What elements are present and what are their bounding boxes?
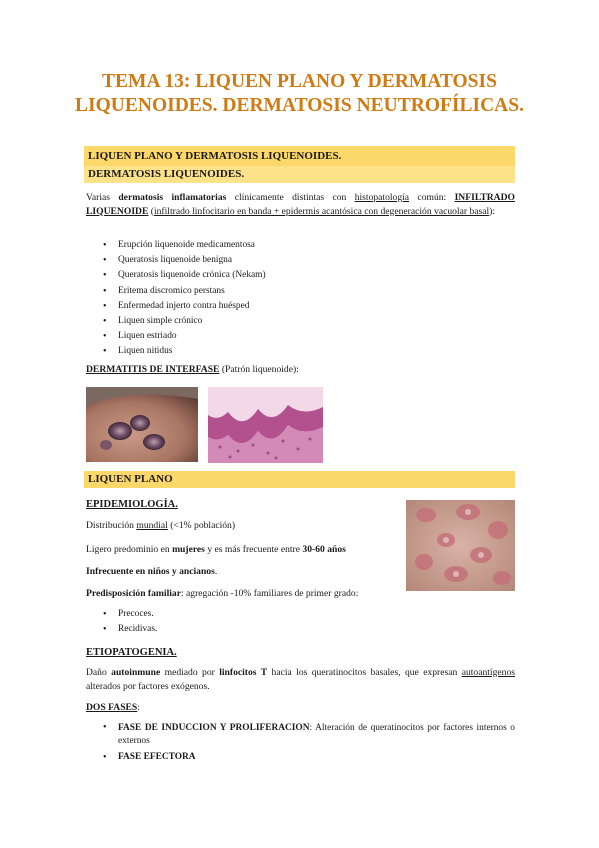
- histology-image: [208, 387, 323, 463]
- subsection-bar-dermatosis-liquenoides: DERMATOSIS LIQUENOIDES.: [84, 166, 515, 183]
- document-title: [60, 70, 539, 118]
- clinical-photo-lesions: [86, 387, 198, 462]
- predisposicion-line: Predisposición familiar: agregación -10% familiares de primer grado:: [86, 588, 359, 599]
- list-item: • Erupción liquenoide medicamentosa: [86, 238, 266, 253]
- title-line-1: TEMA 13: LIQUEN PLANO Y DERMATOSIS: [102, 71, 497, 92]
- title-line-2: LIQUENOIDES. DERMATOSIS NEUTROFÍLICAS.: [75, 95, 524, 116]
- infrecuente-line: Infrecuente en niños y ancianos.: [86, 566, 218, 577]
- intro-paragraph: Varias dermatosis inflamatorias clínicamente distintas con histopatología común: INFILTRADO LIQUENOIDE (infiltrado linfocitario en banda + epidermis acantósica con degeneración vacuolar basal):: [86, 192, 515, 217]
- predisposicion-list: [86, 607, 157, 637]
- clinical-photo-liquen-plano: [406, 500, 515, 591]
- etiopatogenia-paragraph: Daño autoinmune mediado por linfocitos T hacia los queratinocitos basales, que expresan autoantígenos alterados por factores exógenos.: [86, 667, 515, 692]
- distribucion-line: Distribución mundial (<1% población): [86, 520, 236, 531]
- section-bar-liquen-dermatosis: LIQUEN PLANO Y DERMATOSIS LIQUENOIDES.: [84, 146, 515, 166]
- list-item: • Queratosis liquenoide crónica (Nekam): [86, 268, 266, 283]
- list-item: • Recidivas.: [86, 622, 157, 637]
- predominio-line: Ligero predominio en mujeres y es más frecuente entre 30-60 años: [86, 544, 346, 555]
- liquenoid-dermatosis-list: [86, 238, 266, 360]
- list-item: • Enfermedad injerto contra huésped: [86, 299, 266, 314]
- section-bar-liquen-plano: LIQUEN PLANO: [84, 471, 515, 488]
- list-item: • Eritema discromico perstans: [86, 284, 266, 299]
- etiopatogenia-heading: ETIOPATOGENIA.: [86, 647, 177, 658]
- list-item: • Precoces.: [86, 607, 157, 622]
- list-item: • Liquen simple crónico: [86, 314, 266, 329]
- dos-fases-heading: DOS FASES:: [86, 702, 140, 713]
- list-item: • FASE EFECTORA: [86, 750, 515, 765]
- list-item: • FASE DE INDUCCION Y PROLIFERACION: Alteración de queratinocitos por factores internos o externos: [86, 722, 515, 750]
- fases-list: [86, 722, 515, 765]
- list-item: • Queratosis liquenoide benigna: [86, 253, 266, 268]
- interfase-heading: DERMATITIS DE INTERFASE (Patrón liquenoide):: [86, 364, 299, 375]
- list-item: • Liquen nitidus: [86, 344, 266, 359]
- epidemiologia-heading: EPIDEMIOLOGÍA.: [86, 499, 178, 510]
- list-item: • Liquen estriado: [86, 329, 266, 344]
